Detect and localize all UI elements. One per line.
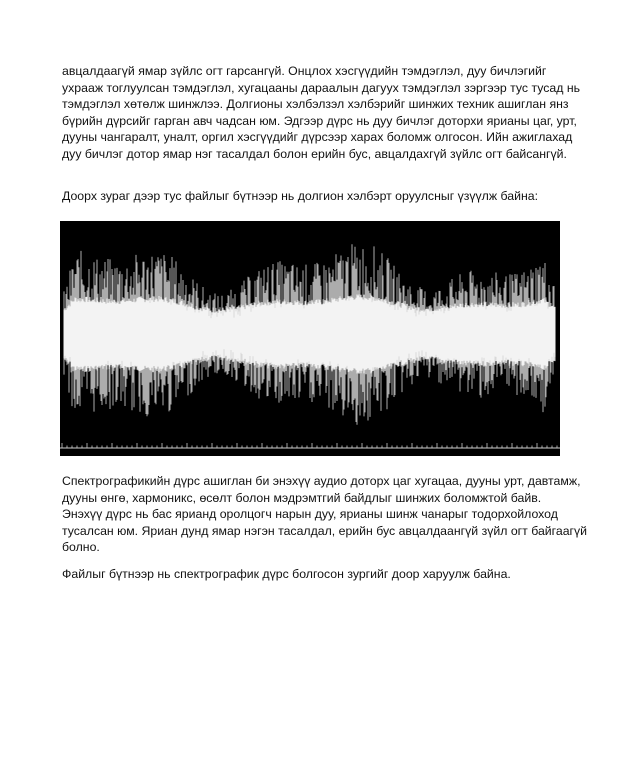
text-line: Энэхүү дүрс нь бас ярианд оролцогч нарын дуу, ярианы шинж чанарыг тодорхойлоход	[62, 507, 558, 522]
text-line: дууны өнгө, хармоникс, өсөлт болон мэдрэмтгий байдлыг шинжих боломжтой байв.	[62, 490, 542, 505]
text-line: дууны чангаралт, уналт, оргил хэсгүүдийг дүрсээр харах боломж олгосон. Ийн ажиглахад	[62, 130, 573, 145]
text-line: тусалсан юм. Яриан дунд ямар нэгэн тасалдал, ерийн бус авцалдаангүй зүйл огт байгаагүй	[62, 523, 588, 538]
waveform-image	[60, 221, 560, 456]
text-line: тэмдэглэл хөтөлж шинжлээ. Долгионы хэлбэлзэл хэлбэрийг шинжих техник ашиглан янз	[62, 97, 569, 112]
paragraph-spectrographic	[62, 473, 588, 556]
text-line: Файлыг бүтнээр нь спектрографик дүрс болгосон зургийг доор харуулж байна.	[62, 567, 511, 581]
paragraph-waveform-caption	[62, 188, 572, 205]
waveform-ruler	[60, 443, 560, 448]
paragraph-spectrogram-caption	[62, 566, 572, 583]
text-line: дуу бичлэг дотор ямар нэг тасалдал болон ерийн бус, авцалдахгүй зүйлс огт байсангүй.	[62, 146, 567, 161]
text-line: бүрийн дүрсийг гарган авч чадсан юм. Эдгээр дүрс нь дуу бичлэг доторхи ярианы цаг, урт,	[62, 113, 577, 128]
paragraph-analysis	[62, 63, 581, 163]
text-line: авцалдаагүй ямар зүйлс огт гарсангүй. Онцлох хэсгүүдийн тэмдэглэл, дуу бичлэгийг	[62, 64, 547, 78]
text-line: ухрааж тоглуулсан тэмдэглэл, хугацааны дараалын дагуух тэмдэглэл зэргээр тус тусад нь	[62, 80, 581, 95]
text-line: болно.	[62, 540, 100, 555]
text-line: Доорх зураг дээр тус файлыг бүтнээр нь долгион хэлбэрт оруулсныг үзүүлж байна:	[62, 189, 539, 203]
text-line: Спектрографикийн дүрс ашиглан би энэхүү аудио доторх цаг хугацаа, дууны урт, давтамж,	[62, 474, 581, 488]
waveform-graphic	[60, 221, 560, 456]
